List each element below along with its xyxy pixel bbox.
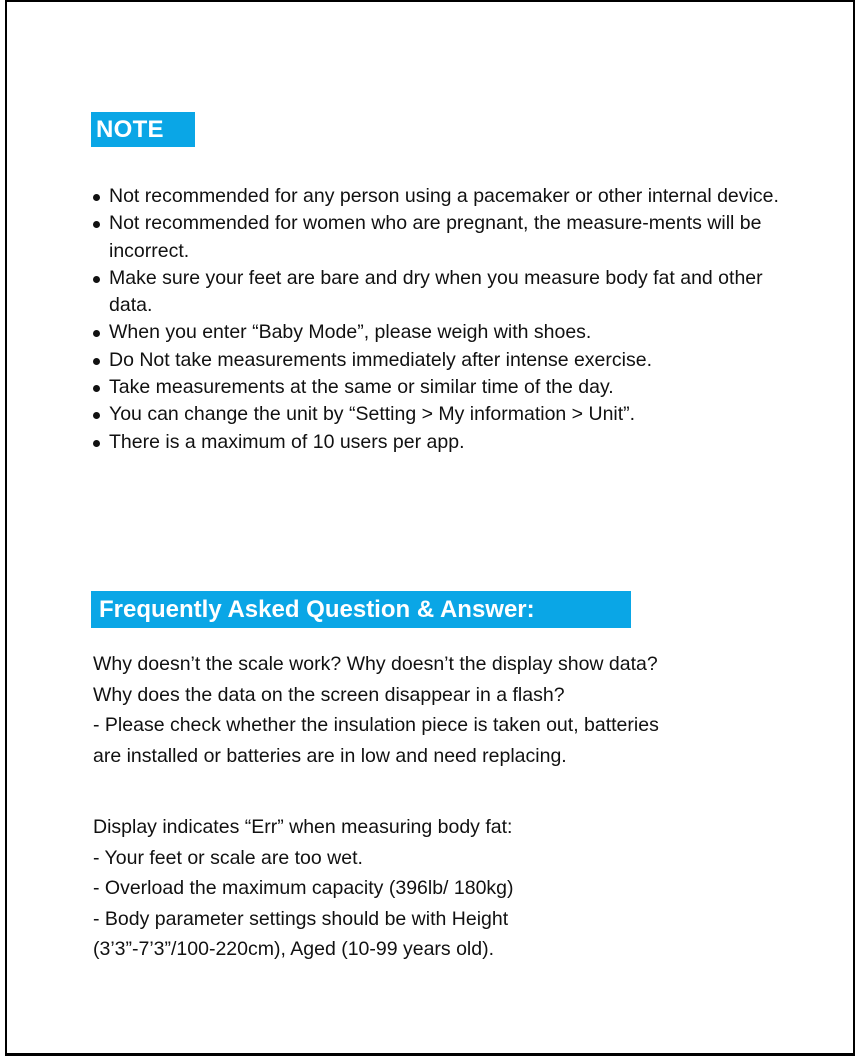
faq-answer-line: - Overload the maximum capacity (396lb/ 180kg) bbox=[93, 877, 514, 899]
faq-heading: Frequently Asked Question & Answer: bbox=[91, 591, 631, 628]
note-heading: NOTE bbox=[91, 112, 195, 147]
faq-question-line: Why doesn’t the scale work? Why doesn’t the display show data? bbox=[93, 653, 658, 675]
faq-question-line: Display indicates “Err” when measuring body fat: bbox=[93, 816, 513, 838]
faq-answer-line: are installed or batteries are in low and need replacing. bbox=[93, 744, 567, 767]
note-item-max-users: There is a maximum of 10 users per app. bbox=[92, 429, 792, 456]
faq-answer-line: - Please check whether the insulation piece is taken out, batteries bbox=[93, 714, 659, 736]
faq-answer-line: - Your feet or scale are too wet. bbox=[93, 846, 363, 869]
note-item-same-time: Take measurements at the same or similar time of the day. bbox=[92, 374, 792, 401]
note-list bbox=[92, 183, 792, 456]
note-item-exercise: Do Not take measurements immediately after intense exercise. bbox=[92, 347, 792, 374]
faq-answer-err-display bbox=[93, 812, 813, 965]
note-item-baby-mode: When you enter “Baby Mode”, please weigh with shoes. bbox=[92, 319, 792, 346]
note-item-bare-feet: Make sure your feet are bare and dry when you measure body fat and other data. bbox=[92, 265, 792, 320]
faq-answer-scale-not-working bbox=[93, 649, 813, 771]
faq-answer-line: - Body parameter settings should be with Height bbox=[93, 907, 509, 930]
note-item-unit: You can change the unit by “Setting > My information > Unit”. bbox=[92, 401, 792, 428]
note-item-pacemaker: Not recommended for any person using a pacemaker or other internal device. bbox=[92, 183, 792, 210]
faq-answer-line: (3’3”-7’3”/100-220cm), Aged (10-99 years old). bbox=[93, 938, 495, 960]
note-item-pregnant: Not recommended for women who are pregnant, the measure-ments will be incorrect. bbox=[92, 210, 792, 265]
faq-question-line: Why does the data on the screen disappear in a flash? bbox=[93, 683, 565, 706]
